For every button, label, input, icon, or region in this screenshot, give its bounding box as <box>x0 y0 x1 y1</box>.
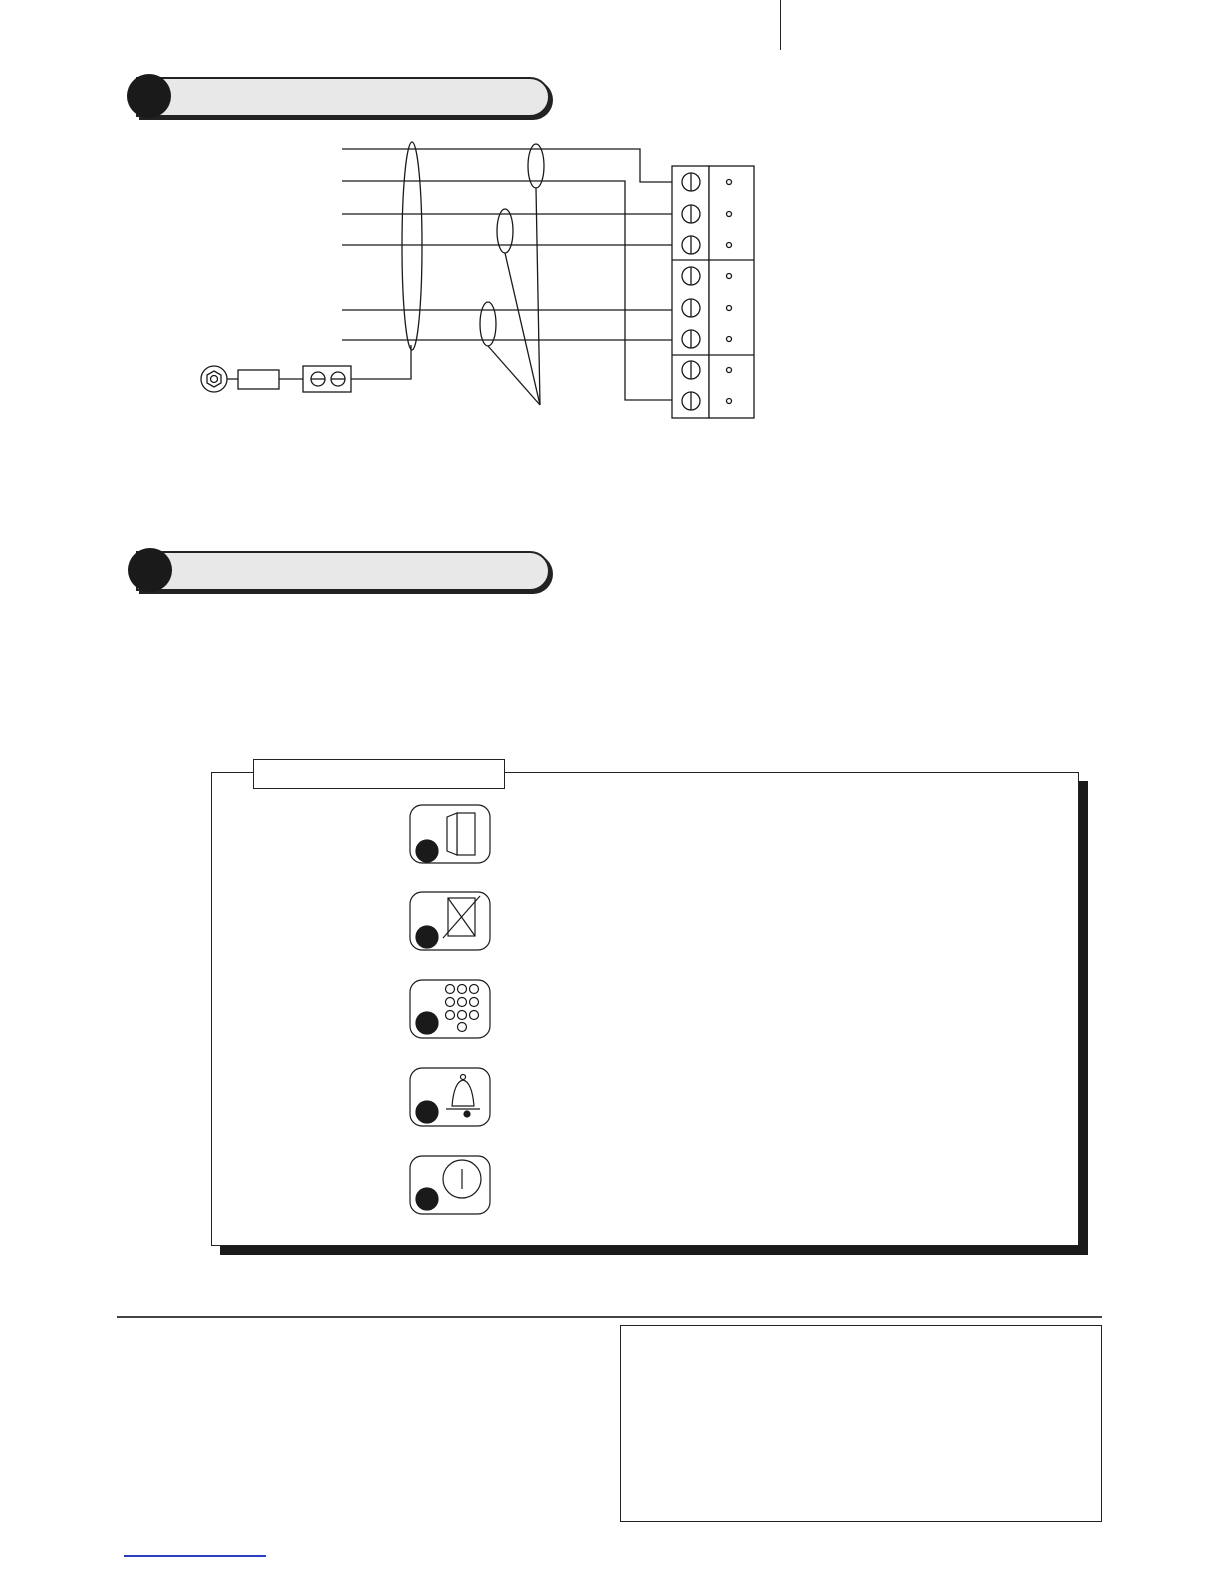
legend-panel <box>211 772 1079 1246</box>
ground-wire <box>351 345 411 379</box>
legend-icons <box>405 800 497 1220</box>
bell-icon <box>410 1068 490 1126</box>
terminal-contact-5 <box>727 306 732 311</box>
terminal-contact-2 <box>727 212 732 217</box>
tamper-icon <box>410 892 490 950</box>
leader-1 <box>536 188 540 405</box>
ground-terminal-icon <box>303 366 351 392</box>
section-1-bullet <box>127 74 171 118</box>
fuse-icon <box>238 370 279 389</box>
section-1-header <box>136 77 550 117</box>
door-icon <box>410 805 490 863</box>
section-2-header <box>136 551 550 591</box>
top-rule <box>780 0 781 50</box>
terminal-contact-8 <box>727 399 732 404</box>
keypad-icon <box>410 980 490 1038</box>
wiring-diagram <box>0 130 800 430</box>
terminal-block <box>672 166 754 418</box>
legend-title <box>253 759 505 789</box>
power-icon <box>410 1156 490 1214</box>
wire-1 <box>342 149 676 182</box>
terminal-contact-3 <box>727 243 732 248</box>
terminal-contact-1 <box>727 180 732 185</box>
cable-pair-2 <box>497 209 513 253</box>
ring-lug-icon <box>201 366 227 392</box>
leader-3 <box>488 346 540 405</box>
terminal-contact-4 <box>727 274 732 279</box>
leader-2 <box>505 253 540 405</box>
terminal-contact-7 <box>727 368 732 373</box>
footer-link[interactable] <box>124 1555 266 1557</box>
section-2-bullet <box>128 548 172 592</box>
note-box <box>620 1325 1102 1522</box>
terminal-contact-6 <box>727 337 732 342</box>
section-divider <box>117 1316 1102 1318</box>
cable-bundle-outer <box>402 142 422 350</box>
